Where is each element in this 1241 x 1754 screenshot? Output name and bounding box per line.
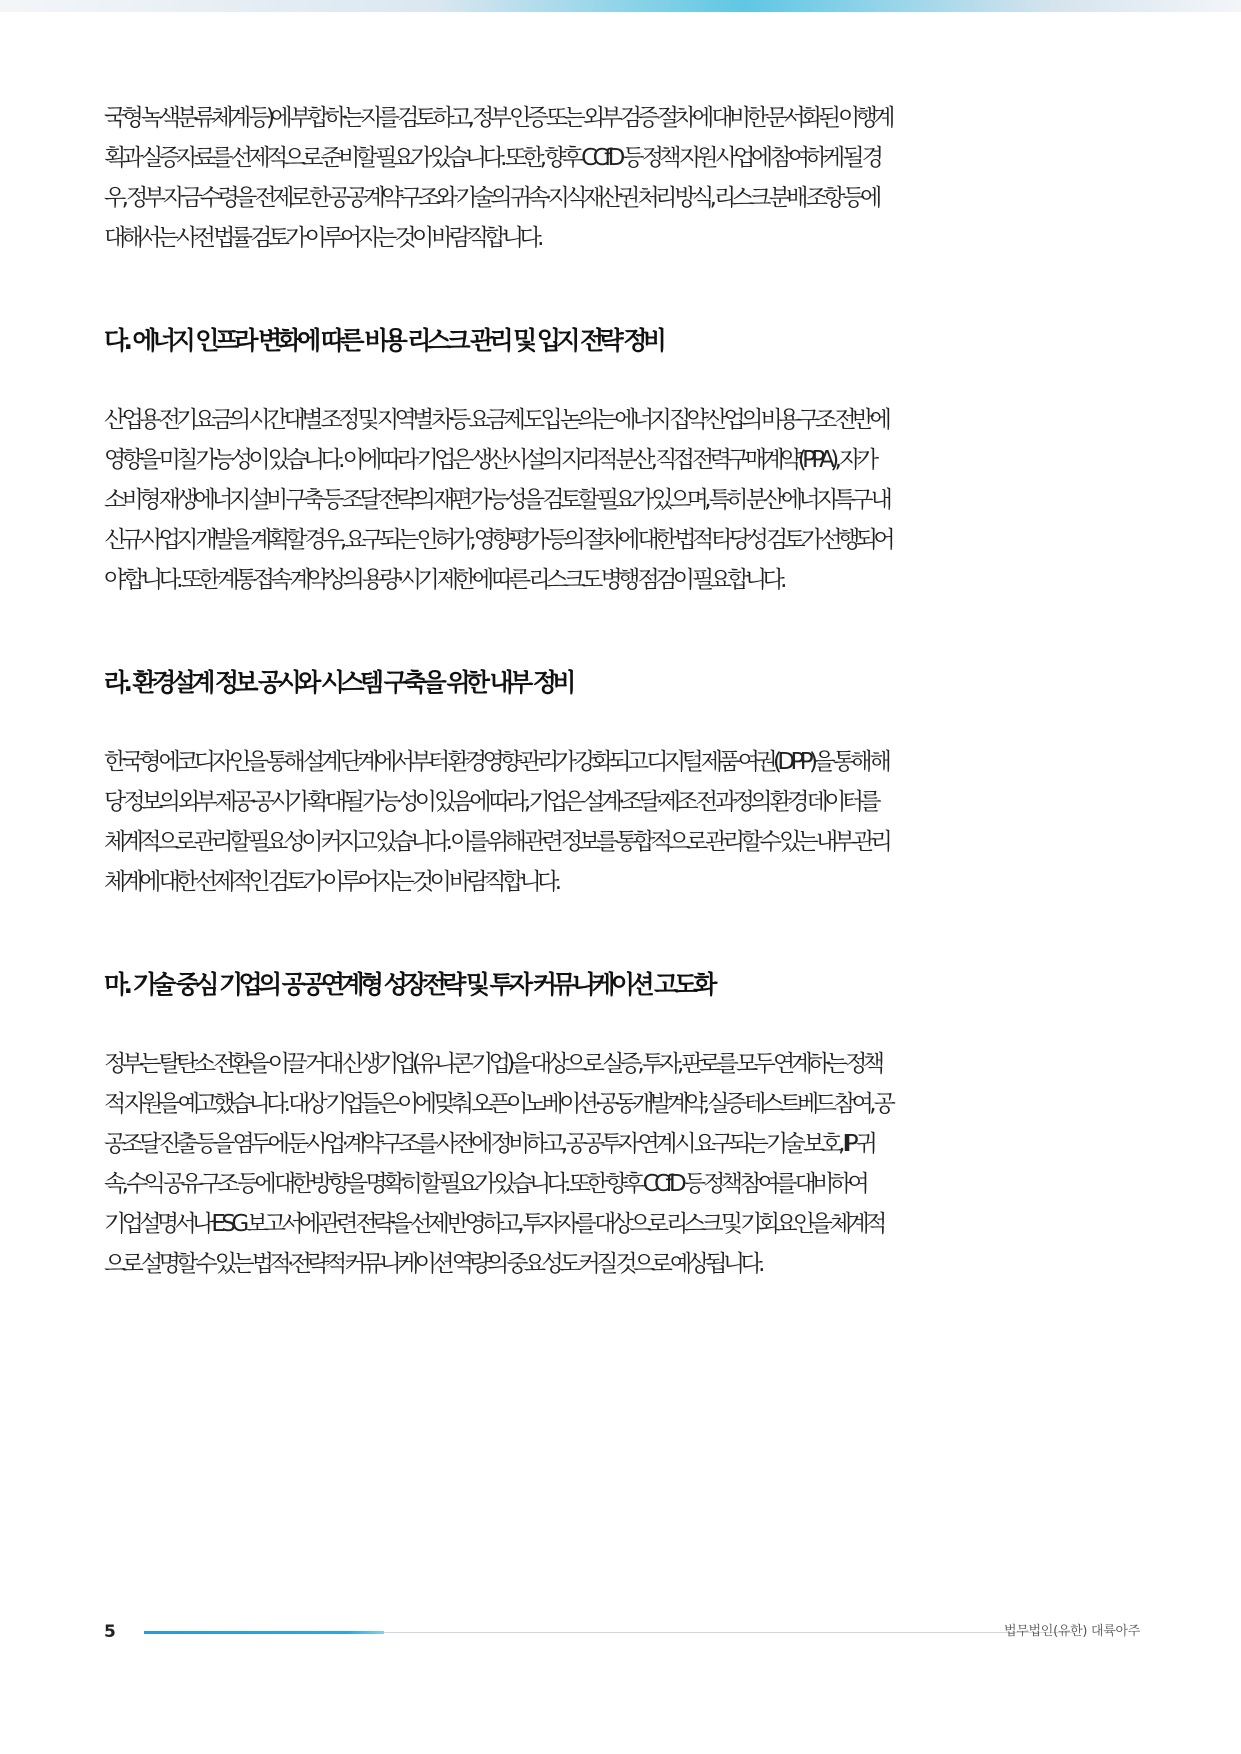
paragraph-line: 당 정보의 외부 제공·공시가 확대될 가능성이 있음에 따라, 기업은 설계·조달·제조 전 과정의 환경 데이터를 xyxy=(104,789,878,815)
paragraph-line: 속, 수익 공유 구조 등에 대한 방향을 명확히 할 필요가 있습니다. 또한 향후 CCfD 등 정책 참여를 대비하여 xyxy=(104,1171,866,1197)
paragraph-line: 획과 실증자료를 선제적으로 준비할 필요가 있습니다. 또한, 향후 CCfD 등 정책 지원 사업에 참여하게 될 경 xyxy=(104,145,880,171)
top-gradient-bar xyxy=(0,0,1241,12)
paragraph-line: 영향을 미칠 가능성이 있습니다. 이에 따라 기업은 생산시설의 지리적 분산, 직접 전력구매계약(PPA), 자가 xyxy=(104,447,875,473)
footer-accent-bar xyxy=(144,1631,384,1634)
paragraph-line: 한국형 에코디자인을 통해 설계 단계에서부터 환경영향 관리가 강화되고 디지털 제품 여권(DPP)을 통해 해 xyxy=(104,749,888,775)
section-paragraph-ma xyxy=(104,1044,1144,1284)
paragraph-line: 산업용 전기요금의 시간대별 조정 및 지역별 차등 요금제 도입 논의는 에너지 집약 산업의 비용 구조 전반에 xyxy=(104,407,888,433)
paragraph-line: 대해서는 사전 법률 검토가 이루어지는 것이 바람직합니다. xyxy=(104,225,540,251)
paragraph-line: 우, 정부 자금 수령을 전제로 한 공공계약 구조와 기술의 귀속·지식재산권 처리 방식, 리스크 분배 조항 등에 xyxy=(104,185,878,211)
paragraph-line: 공조달 진출 등을 염두에 둔 사업·계약 구조를 사전에 정비하고, 공공투자 연계 시 요구되는 기술 보호, IP 귀 xyxy=(104,1131,874,1157)
section-paragraph-da xyxy=(104,400,1144,600)
page-number: 5 xyxy=(104,1622,116,1642)
document-body xyxy=(104,98,1144,1284)
section-heading-ma: 마. 기술 중심 기업의 공공연계형 성장전략 및 투자 커뮤니케이션 고도화 xyxy=(104,970,713,999)
paragraph-line: 체계에 대한 선제적인 검토가 이루어지는 것이 바람직합니다. xyxy=(104,869,558,895)
section-paragraph-ra xyxy=(104,742,1144,902)
page-footer xyxy=(104,1620,1140,1648)
paragraph-line: 국형 녹색분류체계 등)에 부합하는지를 검토하고, 정부 인증 또는 외부 검증 절차에 대비한 문서화된 이행계 xyxy=(104,105,891,131)
paragraph-line: 적 지원을 예고했습니다. 대상 기업들은 이에 맞춰 오픈이노베이션·공동개발계약, 실증 테스트베드 참여, 공 xyxy=(104,1091,892,1117)
firm-name: 법무법인(유한) 대륙아주 xyxy=(1004,1624,1140,1639)
section-heading-ra: 라. 환경설계 정보 공시와 시스템 구축을 위한 내부 정비 xyxy=(104,668,572,697)
paragraph-line: 신규 사업지 개발을 계획할 경우, 요구되는 인허가, 영향평가 등의 절차에 대한 법적 타당성 검토가 선행되어 xyxy=(104,527,891,553)
paragraph-line: 소비형 재생에너지 설비 구축 등 조달 전략의 재편 가능성을 검토할 필요가 있으며, 특히 분산에너지특구 내 xyxy=(104,487,889,513)
paragraph-line: 으로 설명할 수 있는 법적·전략적 커뮤니케이션 역량의 중요성도 커질 것으로 예상됩니다. xyxy=(104,1251,761,1277)
paragraph-line: 야 합니다. 또한 계통접속 계약상의 용량·시기 제한에 따른 리스크도 병행 점검이 필요합니다. xyxy=(104,567,783,593)
paragraph-line: 기업설명서나 ESG 보고서에 관련 전략을 선제 반영하고, 투자자를 대상으로 리스크 및 기회요인을 체계적 xyxy=(104,1211,883,1237)
paragraph-line: 정부는 탈탄소 전환을 이끌 거대 신생기업(유니콘 기업)을 대상으로 실증, 투자, 판로를 모두 연계하는 정책 xyxy=(104,1051,881,1077)
intro-paragraph xyxy=(104,98,1144,258)
section-heading-da: 다. 에너지 인프라 변화에 따른 비용 리스크 관리 및 입지 전략 정비 xyxy=(104,326,663,355)
paragraph-line: 체계적으로 관리할 필요성이 커지고 있습니다. 이를 위해 관련 정보를 통합적으로 관리할 수 있는 내부 관리 xyxy=(104,829,889,855)
